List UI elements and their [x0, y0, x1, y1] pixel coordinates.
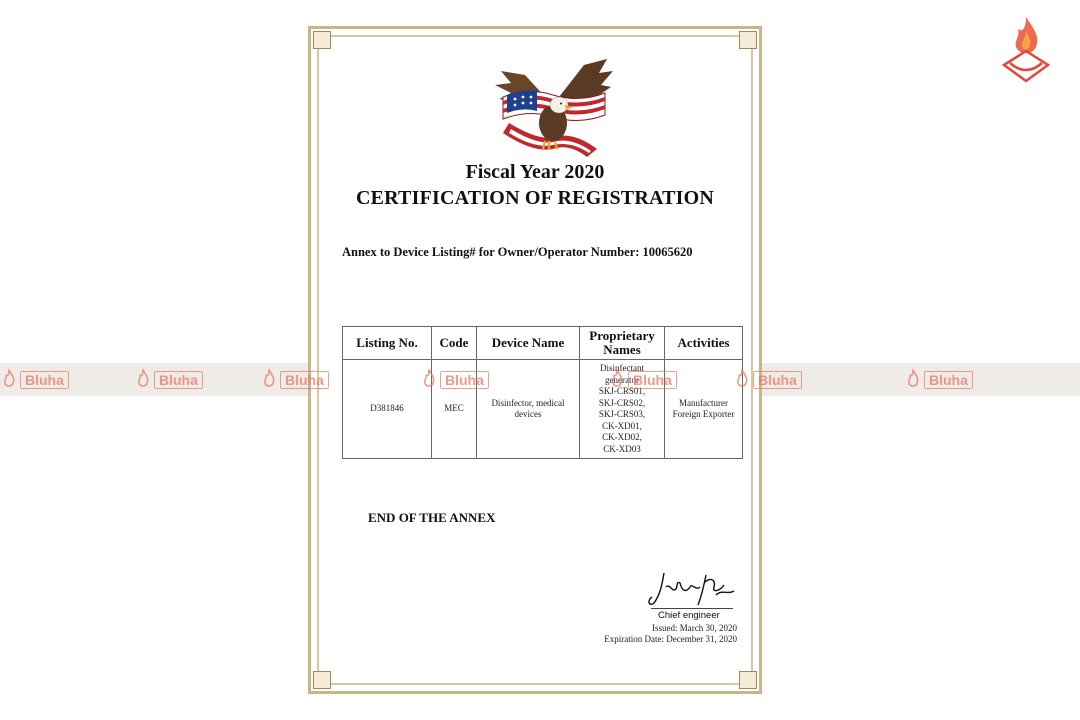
bluha-watermark: [260, 368, 329, 392]
bluha-watermark: [0, 368, 69, 392]
header-activities: Activities: [665, 327, 743, 360]
flame-icon: [608, 369, 626, 391]
proprietary-name: generator: [605, 374, 639, 385]
activity-item: Foreign Exporter: [672, 409, 735, 419]
watermark-text: Bluha: [440, 371, 489, 389]
end-of-annex-text: END OF THE ANNEX: [368, 510, 496, 525]
brand-flame-logo: [1000, 15, 1052, 83]
frame-corner: [313, 671, 331, 689]
issued-date: Issued: March 30, 2020: [652, 623, 737, 633]
annex-heading: Annex to Device Listing# for Owner/Operator Number: 10065620: [342, 245, 693, 259]
watermark-text: Bluha: [753, 371, 802, 389]
watermark-text: Bluha: [20, 371, 69, 389]
header-proprietary-names: Proprietary Names: [580, 327, 665, 360]
bluha-watermark: [134, 368, 203, 392]
activity-item: Manufacturer: [679, 397, 728, 408]
bluha-watermark: [608, 368, 677, 392]
flame-icon: [0, 369, 18, 391]
flame-icon: [134, 369, 152, 391]
cell-listing-no: D381846: [343, 360, 432, 459]
frame-corner: [313, 31, 331, 49]
watermark-text: Bluha: [154, 371, 203, 389]
expiration-date: Expiration Date: December 31, 2020: [604, 634, 737, 644]
cell-device-name: Disinfector, medical devices: [477, 360, 580, 459]
table-header-row: [343, 327, 743, 360]
flame-icon: [260, 369, 278, 391]
frame-corner: [739, 31, 757, 49]
watermark-text: Bluha: [628, 371, 677, 389]
handwritten-signature: [646, 569, 736, 609]
proprietary-name: SKJ-CRS01,: [598, 386, 646, 396]
bluha-watermark: [733, 368, 802, 392]
header-device-name: Device Name: [477, 327, 580, 360]
proprietary-name: Disinfectant: [600, 363, 644, 373]
proprietary-name: SKJ-CRS03,: [598, 409, 646, 419]
table-row: [343, 360, 743, 459]
header-listing-no: Listing No.: [343, 327, 432, 360]
signature-line: [651, 608, 733, 609]
fiscal-year-heading: Fiscal Year 2020: [465, 161, 605, 183]
eagle-flag-emblem: [489, 57, 617, 161]
flame-icon: [904, 369, 922, 391]
cell-code: MEC: [432, 360, 477, 459]
frame-corner: [739, 671, 757, 689]
certificate-document: [308, 26, 762, 694]
bluha-watermark: [420, 368, 489, 392]
bluha-watermark: [904, 368, 973, 392]
signatory-role: Chief engineer: [658, 610, 720, 621]
proprietary-name: CK-XD03: [603, 443, 641, 454]
proprietary-name: CK-XD01,: [602, 420, 642, 431]
header-code: Code: [432, 327, 477, 360]
flame-icon: [733, 369, 751, 391]
watermark-text: Bluha: [280, 371, 329, 389]
certificate-title: CERTIFICATION OF REGISTRATION: [355, 187, 715, 209]
device-listing-table: [342, 326, 743, 459]
proprietary-name: SKJ-CRS02,: [598, 397, 646, 408]
proprietary-name: CK-XD02,: [602, 432, 642, 442]
watermark-text: Bluha: [924, 371, 973, 389]
flame-icon: [420, 369, 438, 391]
